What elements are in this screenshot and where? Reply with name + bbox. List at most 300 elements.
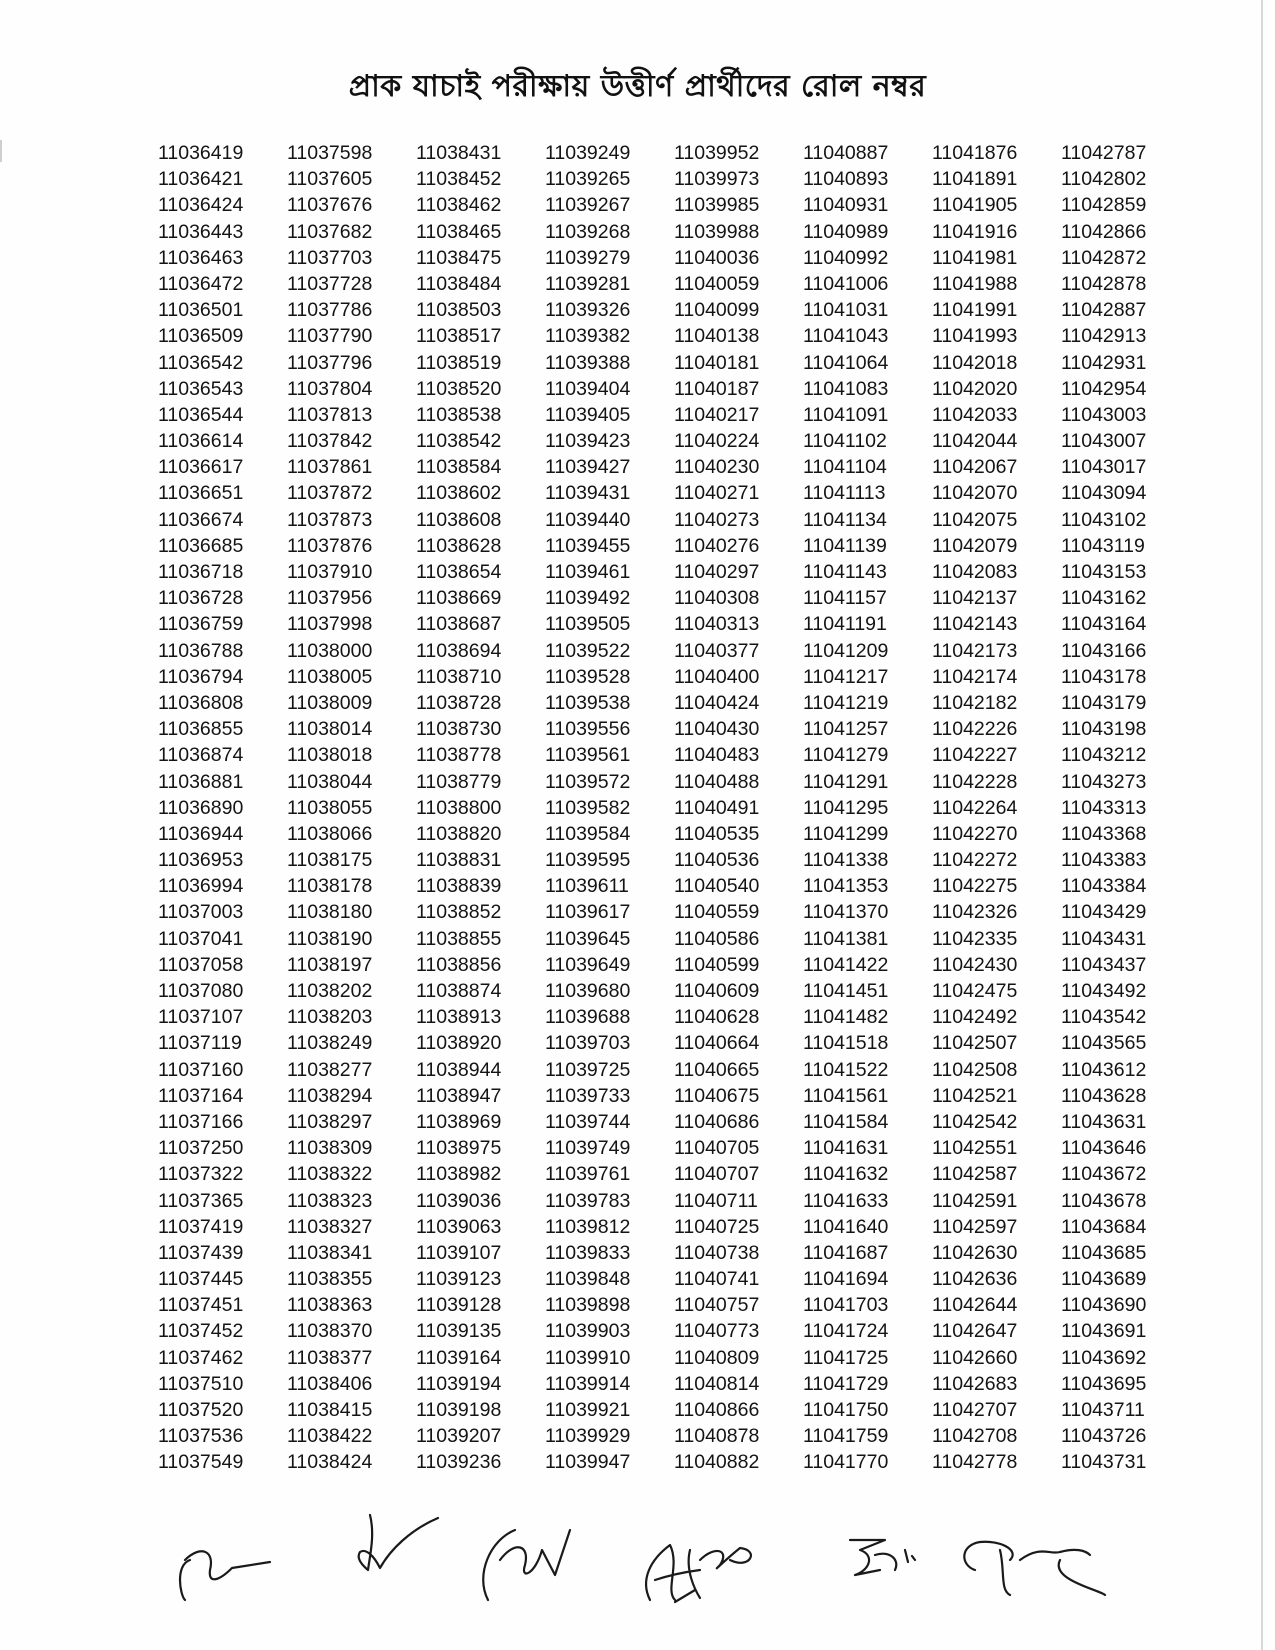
roll-number: 11038066 <box>287 822 373 845</box>
roll-number: 11041518 <box>803 1032 889 1055</box>
roll-number: 11039584 <box>545 822 631 845</box>
roll-number: 11039561 <box>545 744 631 767</box>
roll-number: 11040989 <box>803 220 889 243</box>
roll-number: 11038800 <box>416 796 502 819</box>
roll-number: 11040230 <box>674 456 760 479</box>
roll-number: 11038778 <box>416 744 502 767</box>
roll-number: 11040992 <box>803 246 889 269</box>
roll-number: 11040866 <box>674 1399 760 1421</box>
roll-number: 11040540 <box>674 875 760 898</box>
roll-number: 11038294 <box>287 1084 373 1107</box>
roll-number: 11036472 <box>158 272 244 295</box>
roll-number: 11041876 <box>932 142 1018 164</box>
roll-number: 11039107 <box>416 1241 502 1264</box>
roll-number: 11041064 <box>803 351 889 374</box>
roll-number: 11038519 <box>416 351 502 374</box>
roll-number: 11040297 <box>674 561 760 583</box>
roll-number: 11041143 <box>803 561 887 583</box>
roll-number: 11042508 <box>932 1058 1018 1081</box>
roll-number: 11041703 <box>803 1294 889 1317</box>
roll-number: 11038424 <box>287 1451 373 1474</box>
roll-number: 11043166 <box>1061 639 1147 662</box>
roll-number: 11039985 <box>674 194 760 217</box>
roll-number: 11039617 <box>545 901 631 924</box>
roll-number: 11042866 <box>1061 220 1147 243</box>
roll-number: 11038000 <box>287 639 373 662</box>
roll-number: 11040686 <box>674 1110 760 1133</box>
roll-number: 11036509 <box>158 325 244 348</box>
roll-number: 11039582 <box>545 796 631 819</box>
roll-number: 11042587 <box>932 1163 1018 1186</box>
roll-number: 11042228 <box>932 770 1018 793</box>
roll-number: 11039326 <box>545 299 631 322</box>
roll-number: 11041981 <box>932 246 1018 269</box>
roll-number: 11039595 <box>545 849 631 872</box>
roll-number: 11041257 <box>803 718 889 741</box>
roll-number: 11043685 <box>1061 1241 1147 1264</box>
roll-number: 11043678 <box>1061 1189 1147 1212</box>
roll-number: 11040313 <box>674 613 760 636</box>
roll-number: 11042182 <box>932 691 1018 714</box>
roll-number: 11040036 <box>674 246 760 269</box>
roll-number: 11043164 <box>1061 613 1147 636</box>
roll-number: 11036788 <box>158 639 244 662</box>
roll-number: 11039973 <box>674 168 760 191</box>
roll-number: 11041451 <box>803 980 889 1002</box>
roll-number: 11043178 <box>1061 665 1147 688</box>
roll-number: 11039461 <box>545 561 631 583</box>
roll-number: 11039947 <box>545 1451 631 1474</box>
roll-number: 11042492 <box>932 1006 1018 1029</box>
roll-column <box>287 140 416 1476</box>
roll-number: 11043437 <box>1061 953 1147 976</box>
roll-number: 11036674 <box>158 508 244 531</box>
roll-number: 11036543 <box>158 377 244 400</box>
roll-number: 11042272 <box>932 849 1018 872</box>
roll-number: 11037813 <box>287 403 373 426</box>
roll-number: 11038728 <box>416 691 502 714</box>
roll-number: 11037536 <box>158 1425 244 1448</box>
roll-number: 11039645 <box>545 927 631 950</box>
roll-number: 11040059 <box>674 272 760 295</box>
roll-number: 11038856 <box>416 953 502 976</box>
roll-number: 11038323 <box>287 1189 373 1212</box>
roll-number: 11042872 <box>1061 246 1147 269</box>
roll-number: 11043542 <box>1061 1006 1147 1029</box>
roll-number: 11043162 <box>1061 587 1147 610</box>
roll-number: 11039164 <box>416 1346 502 1369</box>
roll-number: 11038452 <box>416 168 502 191</box>
roll-number: 11040665 <box>674 1058 760 1081</box>
roll-number: 11040814 <box>674 1372 760 1395</box>
roll-number: 11042647 <box>932 1320 1018 1343</box>
roll-number: 11042859 <box>1061 194 1147 217</box>
roll-number: 11041299 <box>803 822 889 845</box>
roll-number: 11038874 <box>416 980 502 1002</box>
roll-number: 11038431 <box>416 142 502 164</box>
roll-column <box>416 140 545 1476</box>
roll-number: 11038018 <box>287 744 373 767</box>
roll-number: 11037419 <box>158 1215 244 1238</box>
roll-number: 11040738 <box>674 1241 760 1264</box>
roll-number: 11039522 <box>545 639 631 662</box>
roll-number: 11038520 <box>416 377 502 400</box>
roll-number: 11041482 <box>803 1006 889 1029</box>
roll-number: 11041217 <box>803 665 889 688</box>
roll-number: 11040536 <box>674 849 760 872</box>
roll-number: 11038852 <box>416 901 502 924</box>
scan-edge-line <box>1261 0 1263 1650</box>
roll-number: 11042660 <box>932 1346 1018 1369</box>
roll-number: 11043212 <box>1061 744 1147 767</box>
roll-number: 11038669 <box>416 587 502 610</box>
roll-number: 11040599 <box>674 953 760 976</box>
roll-number: 11041729 <box>803 1372 889 1395</box>
roll-number: 11038297 <box>287 1110 373 1133</box>
roll-number: 11042475 <box>932 980 1018 1002</box>
roll-number: 11038602 <box>416 482 502 505</box>
roll-number: 11036544 <box>158 403 244 426</box>
roll-number: 11042326 <box>932 901 1018 924</box>
roll-number: 11042542 <box>932 1110 1018 1133</box>
roll-number: 11037160 <box>158 1058 244 1081</box>
roll-number: 11036651 <box>158 482 244 505</box>
roll-number: 11038009 <box>287 691 373 714</box>
roll-number: 11036944 <box>158 822 244 845</box>
roll-number: 11038363 <box>287 1294 373 1317</box>
roll-number: 11038687 <box>416 613 502 636</box>
roll-number: 11042033 <box>932 403 1018 426</box>
roll-number: 11042683 <box>932 1372 1018 1395</box>
roll-number: 11042802 <box>1061 168 1147 191</box>
roll-number: 11042708 <box>932 1425 1018 1448</box>
roll-number: 11042083 <box>932 561 1018 583</box>
roll-number: 11036855 <box>158 718 244 741</box>
roll-number: 11038779 <box>416 770 502 793</box>
roll-number: 11039265 <box>545 168 631 191</box>
roll-number: 11038422 <box>287 1425 373 1448</box>
signature-3 <box>483 1530 570 1600</box>
roll-number: 11041724 <box>803 1320 889 1343</box>
roll-number: 11042335 <box>932 927 1018 950</box>
roll-number: 11038005 <box>287 665 373 688</box>
roll-number: 11038203 <box>287 1006 373 1029</box>
roll-number: 11036424 <box>158 194 244 217</box>
roll-number: 11037786 <box>287 299 373 322</box>
roll-number: 11041083 <box>803 377 889 400</box>
roll-number: 11039528 <box>545 665 631 688</box>
roll-number: 11043492 <box>1061 980 1147 1002</box>
roll-number: 11039556 <box>545 718 631 741</box>
roll-number: 11040675 <box>674 1084 760 1107</box>
roll-number: 11036953 <box>158 849 244 872</box>
roll-number: 11039404 <box>545 377 631 400</box>
roll-number: 11038969 <box>416 1110 502 1133</box>
roll-number: 11037676 <box>287 194 373 217</box>
roll-number: 11039388 <box>545 351 631 374</box>
roll-number: 11037703 <box>287 246 373 269</box>
roll-number: 11036874 <box>158 744 244 767</box>
roll-number: 11042521 <box>932 1084 1018 1107</box>
roll-number: 11039281 <box>545 272 631 295</box>
roll-number: 11036718 <box>158 561 244 583</box>
roll-number: 11042630 <box>932 1241 1018 1264</box>
roll-number: 11037119 <box>158 1032 242 1055</box>
roll-number: 11036759 <box>158 613 244 636</box>
roll-number: 11040586 <box>674 927 760 950</box>
roll-number: 11043731 <box>1061 1451 1147 1474</box>
roll-number: 11042173 <box>932 639 1018 662</box>
roll-number: 11042778 <box>932 1451 1018 1474</box>
roll-number: 11037682 <box>287 220 373 243</box>
roll-number: 11041561 <box>803 1084 889 1107</box>
roll-number: 11041422 <box>803 953 889 976</box>
roll-number: 11038322 <box>287 1163 373 1186</box>
roll-number: 11038839 <box>416 875 502 898</box>
roll-column <box>674 140 803 1476</box>
roll-number: 11041191 <box>803 613 887 636</box>
roll-number: 11042143 <box>932 613 1018 636</box>
roll-number: 11037598 <box>287 142 373 164</box>
roll-number: 11039123 <box>416 1268 502 1291</box>
roll-number: 11038831 <box>416 849 502 872</box>
roll-number: 11040664 <box>674 1032 760 1055</box>
roll-number: 11037842 <box>287 430 373 453</box>
roll-number: 11043691 <box>1061 1320 1147 1343</box>
roll-number: 11040882 <box>674 1451 760 1474</box>
roll-number: 11038944 <box>416 1058 502 1081</box>
roll-number: 11039427 <box>545 456 631 479</box>
roll-number: 11041633 <box>803 1189 889 1212</box>
roll-number: 11043692 <box>1061 1346 1147 1369</box>
roll-number: 11039279 <box>545 246 631 269</box>
roll-number: 11039440 <box>545 508 631 531</box>
roll-number: 11040224 <box>674 430 760 453</box>
roll-number: 11038542 <box>416 430 502 453</box>
roll-number: 11041279 <box>803 744 889 767</box>
roll-number: 11038608 <box>416 508 502 531</box>
roll-number: 11039952 <box>674 142 760 164</box>
roll-number: 11040559 <box>674 901 760 924</box>
roll-number: 11038175 <box>287 849 373 872</box>
roll-number: 11038377 <box>287 1346 373 1369</box>
roll-number: 11036808 <box>158 691 244 714</box>
roll-number: 11037250 <box>158 1137 244 1160</box>
roll-number: 11039833 <box>545 1241 631 1264</box>
roll-number: 11042270 <box>932 822 1018 845</box>
roll-number: 11037003 <box>158 901 244 924</box>
roll-number: 11043695 <box>1061 1372 1147 1395</box>
roll-number: 11040741 <box>674 1268 760 1291</box>
signature-1 <box>180 1551 270 1600</box>
roll-number: 11042044 <box>932 430 1018 453</box>
roll-number: 11043672 <box>1061 1163 1147 1186</box>
roll-number: 11043684 <box>1061 1215 1147 1238</box>
roll-number: 11039910 <box>545 1346 631 1369</box>
roll-number: 11039198 <box>416 1399 502 1421</box>
roll-number: 11037956 <box>287 587 373 610</box>
roll-number: 11041370 <box>803 901 889 924</box>
roll-number: 11037605 <box>287 168 373 191</box>
roll-number: 11038341 <box>287 1241 373 1264</box>
roll-number: 11038462 <box>416 194 502 217</box>
roll-number: 11040491 <box>674 796 760 819</box>
roll-column <box>932 140 1061 1476</box>
roll-number: 11038855 <box>416 927 502 950</box>
roll-number: 11039455 <box>545 534 631 557</box>
roll-number: 11041993 <box>932 325 1018 348</box>
roll-number: 11042591 <box>932 1189 1018 1212</box>
roll-number: 11041104 <box>803 456 887 479</box>
roll-number: 11039405 <box>545 403 631 426</box>
roll-number: 11036443 <box>158 220 244 243</box>
roll-number: 11040138 <box>674 325 760 348</box>
roll-number: 11043711 <box>1061 1399 1145 1421</box>
roll-number: 11043102 <box>1061 508 1147 531</box>
signatures-graphic <box>170 1490 1170 1610</box>
roll-number: 11042931 <box>1061 351 1147 374</box>
roll-number: 11038178 <box>287 875 373 898</box>
roll-number: 11043726 <box>1061 1425 1147 1448</box>
roll-number: 11037876 <box>287 534 373 557</box>
roll-number: 11037451 <box>158 1294 244 1317</box>
roll-number: 11042878 <box>1061 272 1147 295</box>
roll-number: 11040308 <box>674 587 760 610</box>
roll-number: 11041687 <box>803 1241 889 1264</box>
roll-number: 11038370 <box>287 1320 373 1343</box>
roll-number: 11040488 <box>674 770 760 793</box>
roll-number: 11038327 <box>287 1215 373 1238</box>
roll-number: 11041584 <box>803 1110 889 1133</box>
roll-number: 11038190 <box>287 927 373 950</box>
roll-number: 11039898 <box>545 1294 631 1317</box>
roll-number: 11038820 <box>416 822 502 845</box>
roll-number: 11038503 <box>416 299 502 322</box>
roll-number: 11039929 <box>545 1425 631 1448</box>
roll-number: 11039688 <box>545 1006 631 1029</box>
roll-number: 11040809 <box>674 1346 760 1369</box>
roll-number: 11041031 <box>803 299 889 322</box>
roll-number: 11037520 <box>158 1399 244 1421</box>
roll-number: 11043198 <box>1061 718 1147 741</box>
roll-number: 11038730 <box>416 718 502 741</box>
roll-number: 11041694 <box>803 1268 889 1291</box>
roll-column <box>158 140 287 1476</box>
roll-number: 11043017 <box>1061 456 1147 479</box>
roll-number: 11038180 <box>287 901 373 924</box>
roll-number: 11038309 <box>287 1137 373 1160</box>
roll-number: 11038044 <box>287 770 373 793</box>
roll-number: 11038975 <box>416 1137 502 1160</box>
roll-number: 11038014 <box>287 718 373 741</box>
roll-number: 11043368 <box>1061 822 1147 845</box>
roll-number: 11037873 <box>287 508 373 531</box>
roll-number: 11039812 <box>545 1215 631 1238</box>
roll-number: 11039921 <box>545 1399 631 1421</box>
roll-number: 11036419 <box>158 142 244 164</box>
roll-number: 11043383 <box>1061 849 1147 872</box>
roll-number: 11041091 <box>803 403 889 426</box>
roll-number: 11043007 <box>1061 430 1147 453</box>
roll-number: 11038913 <box>416 1006 502 1029</box>
roll-number: 11040887 <box>803 142 889 164</box>
roll-number: 11037041 <box>158 927 244 950</box>
roll-number: 11038055 <box>287 796 373 819</box>
roll-number: 11040400 <box>674 665 760 688</box>
roll-number: 11043094 <box>1061 482 1147 505</box>
roll-number: 11038415 <box>287 1399 373 1421</box>
roll-number: 11042636 <box>932 1268 1018 1291</box>
roll-number: 11039783 <box>545 1189 631 1212</box>
roll-number: 11037080 <box>158 980 244 1002</box>
roll-number: 11038475 <box>416 246 502 269</box>
roll-number: 11041770 <box>803 1451 889 1474</box>
roll-number: 11041006 <box>803 272 889 295</box>
roll-number: 11037510 <box>158 1372 244 1395</box>
roll-number: 11040893 <box>803 168 889 191</box>
roll-number: 11041522 <box>803 1058 889 1081</box>
roll-number: 11038584 <box>416 456 502 479</box>
roll-number: 11038484 <box>416 272 502 295</box>
roll-number: 11039538 <box>545 691 631 714</box>
roll-number: 11037804 <box>287 377 373 400</box>
roll-number: 11038947 <box>416 1084 502 1107</box>
roll-number: 11037166 <box>158 1110 244 1133</box>
roll-number: 11037462 <box>158 1346 244 1369</box>
roll-number: 11037439 <box>158 1241 244 1264</box>
roll-number: 11042226 <box>932 718 1018 741</box>
roll-number: 11037058 <box>158 953 244 976</box>
roll-number: 11041640 <box>803 1215 889 1238</box>
roll-number: 11039036 <box>416 1189 502 1212</box>
roll-number: 11043628 <box>1061 1084 1147 1107</box>
roll-number: 11040424 <box>674 691 760 714</box>
roll-number: 11038920 <box>416 1032 502 1055</box>
roll-number: 11042174 <box>932 665 1018 688</box>
roll-number: 11041353 <box>803 875 889 898</box>
roll-number: 11038465 <box>416 220 502 243</box>
roll-number: 11037790 <box>287 325 373 348</box>
roll-number: 11043003 <box>1061 403 1147 426</box>
roll-number: 11040757 <box>674 1294 760 1317</box>
roll-number: 11041209 <box>803 639 889 662</box>
roll-number: 11040187 <box>674 377 760 400</box>
roll-number: 11040711 <box>674 1189 758 1212</box>
roll-number: 11036881 <box>158 770 244 793</box>
roll-number: 11039733 <box>545 1084 631 1107</box>
roll-number: 11043646 <box>1061 1137 1147 1160</box>
roll-number: 11043431 <box>1061 927 1147 950</box>
roll-number: 11038406 <box>287 1372 373 1395</box>
roll-number: 11042020 <box>932 377 1018 400</box>
roll-number: 11041725 <box>803 1346 889 1369</box>
roll-number: 11043631 <box>1061 1110 1147 1133</box>
roll-number: 11042954 <box>1061 377 1147 400</box>
page-title: প্রাক যাচাই পরীক্ষায় উত্তীর্ণ প্রার্থীদের রোল নম্বর <box>348 69 927 104</box>
roll-number: 11037107 <box>158 1006 244 1029</box>
roll-number: 11037910 <box>287 561 373 583</box>
roll-number: 11043689 <box>1061 1268 1147 1291</box>
signature-row <box>170 1490 1170 1610</box>
roll-number: 11041905 <box>932 194 1018 217</box>
roll-number: 11039649 <box>545 953 631 976</box>
roll-number: 11040535 <box>674 822 760 845</box>
roll-number: 11039382 <box>545 325 631 348</box>
roll-number: 11043119 <box>1061 534 1145 557</box>
roll-number: 11038202 <box>287 980 373 1002</box>
roll-number: 11042075 <box>932 508 1018 531</box>
roll-number: 11043690 <box>1061 1294 1147 1317</box>
